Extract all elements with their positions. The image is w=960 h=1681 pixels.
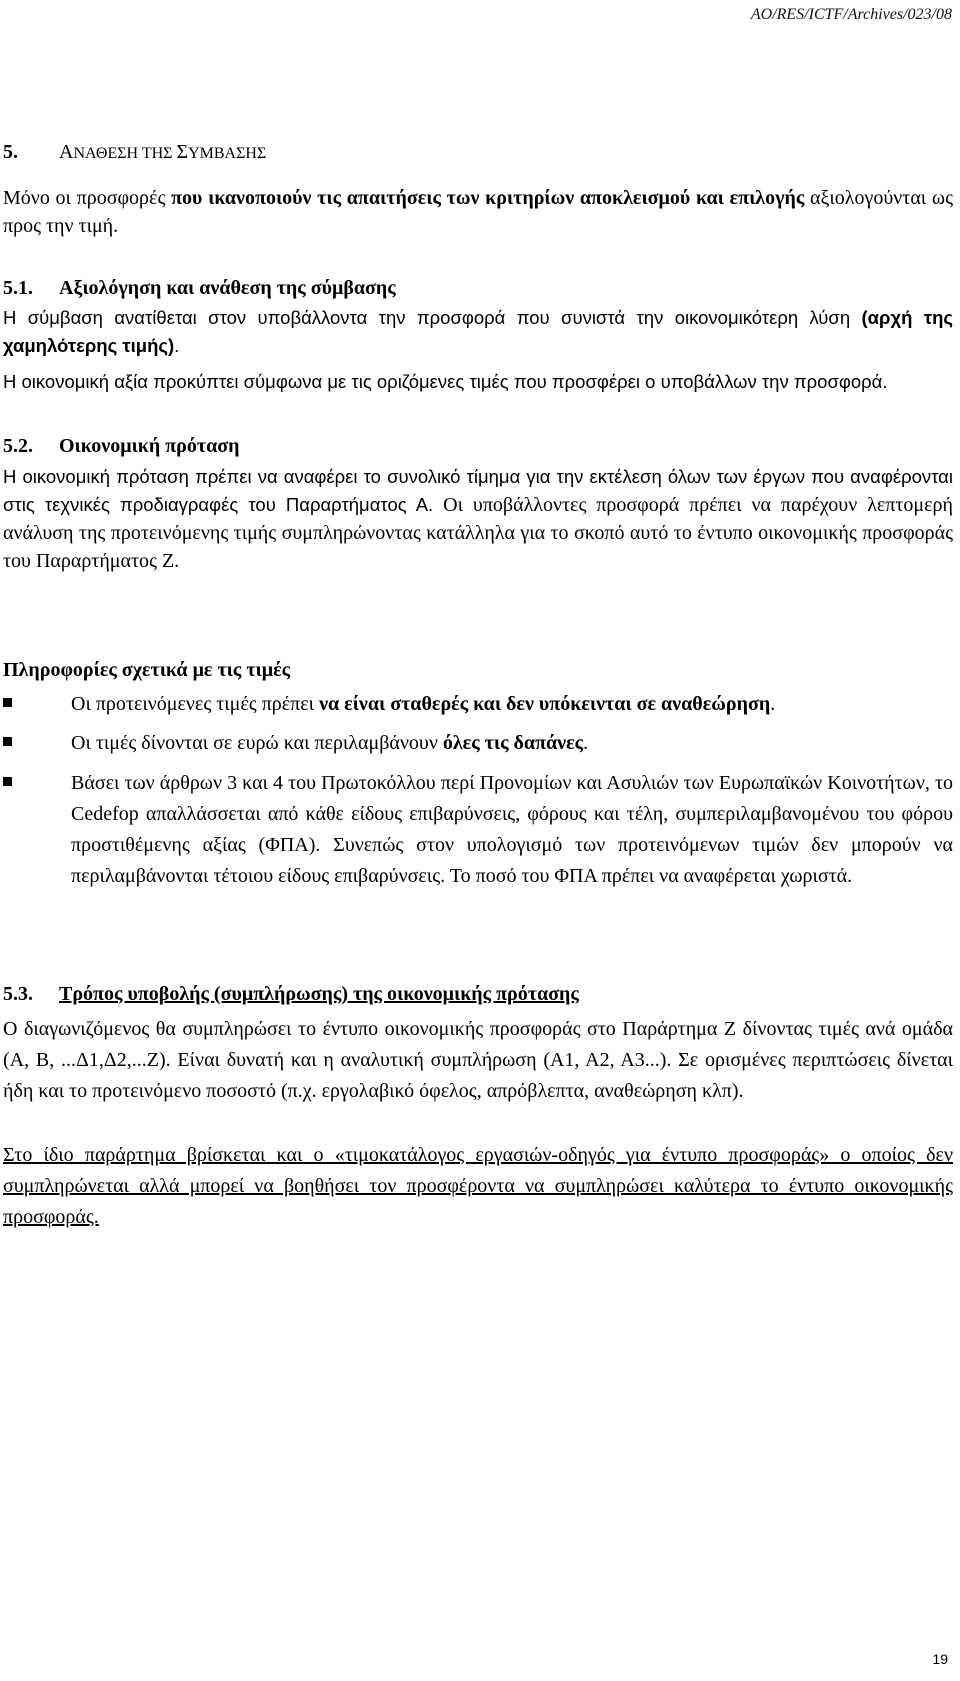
section-5-2-paragraph: Η οικονομική πρόταση πρέπει να αναφέρει το συνολικό τίμημα για την εκτέλεση όλων των έργων που αναφέρονται στις τεχνικές προδιαγραφές του Παραρτήματος Α. Οι υποβάλλοντες προσφορά πρέπει να παρέχουν λεπτομερή ανάλυση της προτεινόμενης τιμής συμπληρώνοντας κατάλληλα για το σκοπό αυτό το έντυπο οικονομικής προσφοράς του Παραρτήματος Ζ.	[3, 466, 953, 572]
page-number: 19	[932, 1651, 948, 1667]
section-5-1-heading: 5.1. Αξιολόγηση και ανάθεση της σύμβασης	[3, 277, 396, 299]
section-5-3-heading: 5.3. Τρόπος υποβολής (συμπλήρωσης) της οικονομικής πρότασης	[3, 983, 579, 1005]
section-5-intro: Μόνο οι προσφορές που ικανοποιούν τις απαιτήσεις των κριτηρίων αποκλεισμού και επιλογής αξιολογούνται ως προς την τιμή.	[3, 187, 953, 237]
document-reference: AO/RES/ICTF/Archives/023/08	[750, 6, 952, 23]
bullet-square-icon	[3, 737, 12, 746]
pricing-heading: Πληροφορίες σχετικά με τις τιμές	[3, 659, 291, 681]
pricing-bullet-1: Οι προτεινόμενες τιμές πρέπει να είναι σταθερές και δεν υπόκεινται σε αναθεώρηση.	[3, 689, 953, 720]
bullet-square-icon	[3, 698, 12, 707]
section-5-3-paragraph-1: Ο διαγωνιζόμενος θα συμπληρώσει το έντυπο οικονομικής προσφοράς στο Παράρτημα Ζ δίνοντας τιμές ανά ομάδα (Α, Β, ...Δ1,Δ2,...Ζ). Είναι δυνατή και η αναλυτική συμπλήρωση (Α1, Α2, Α3...). Σε ορισμένες περιπτώσεις δίνεται ήδη και το προτεινόμενο ποσοστό (π.χ. εργολαβικό όφελος, απρόβλεπτα, αναθεώρηση κλπ).	[3, 1018, 953, 1102]
bullet-square-icon	[3, 777, 12, 786]
section-5-1-paragraph-1: Η σύμβαση ανατίθεται στον υποβάλλοντα την προσφορά που συνιστά την οικονομικότερη λύση (αρχή της χαμηλότερης τιμής).	[3, 307, 953, 356]
section-5-1-paragraph-2: Η οικονομική αξία προκύπτει σύμφωνα με τις οριζόμενες τιμές που προσφέρει ο υποβάλλων την προσφορά.	[3, 371, 888, 392]
section-5-2-heading: 5.2. Οικονομική πρόταση	[3, 435, 240, 457]
pricing-bullet-2: Οι τιμές δίνονται σε ευρώ και περιλαμβάνουν όλες τις δαπάνες.	[3, 728, 953, 759]
pricing-bullet-3: Βάσει των άρθρων 3 και 4 του Πρωτοκόλλου περί Προνομίων και Ασυλιών των Ευρωπαϊκών Κοινοτήτων, το Cedefop απαλλάσσεται από κάθε είδους επιβαρύνσεις, φόρους και τέλη, συμπεριλαμβανομένου του φόρου προστιθέμενης αξίας (ΦΠΑ). Συνεπώς στον υπολογισμό των προτεινόμενων τιμών δεν μπορούν να περιλαμβάνονται τέτοιου είδους επιβαρύνσεις. Το ποσό του ΦΠΑ πρέπει να αναφέρεται χωριστά.	[3, 768, 953, 892]
section-5-heading: 5. ΑΝΑΘΕΣΗ ΤΗΣ ΣΥΜΒΑΣΗΣ	[3, 141, 267, 163]
section-5-title: ΑΝΑΘΕΣΗ ΤΗΣ ΣΥΜΒΑΣΗΣ	[59, 141, 267, 163]
section-5-3-paragraph-2: Στο ίδιο παράρτημα βρίσκεται και ο «τιμοκατάλογος εργασιών-οδηγός για έντυπο προσφοράς» ο οποίος δεν συμπληρώνεται αλλά μπορεί να βοηθήσει τον προσφέροντα να συμπληρώσει καλύτερα το έντυπο οικονομικής προσφοράς.	[3, 1144, 953, 1228]
